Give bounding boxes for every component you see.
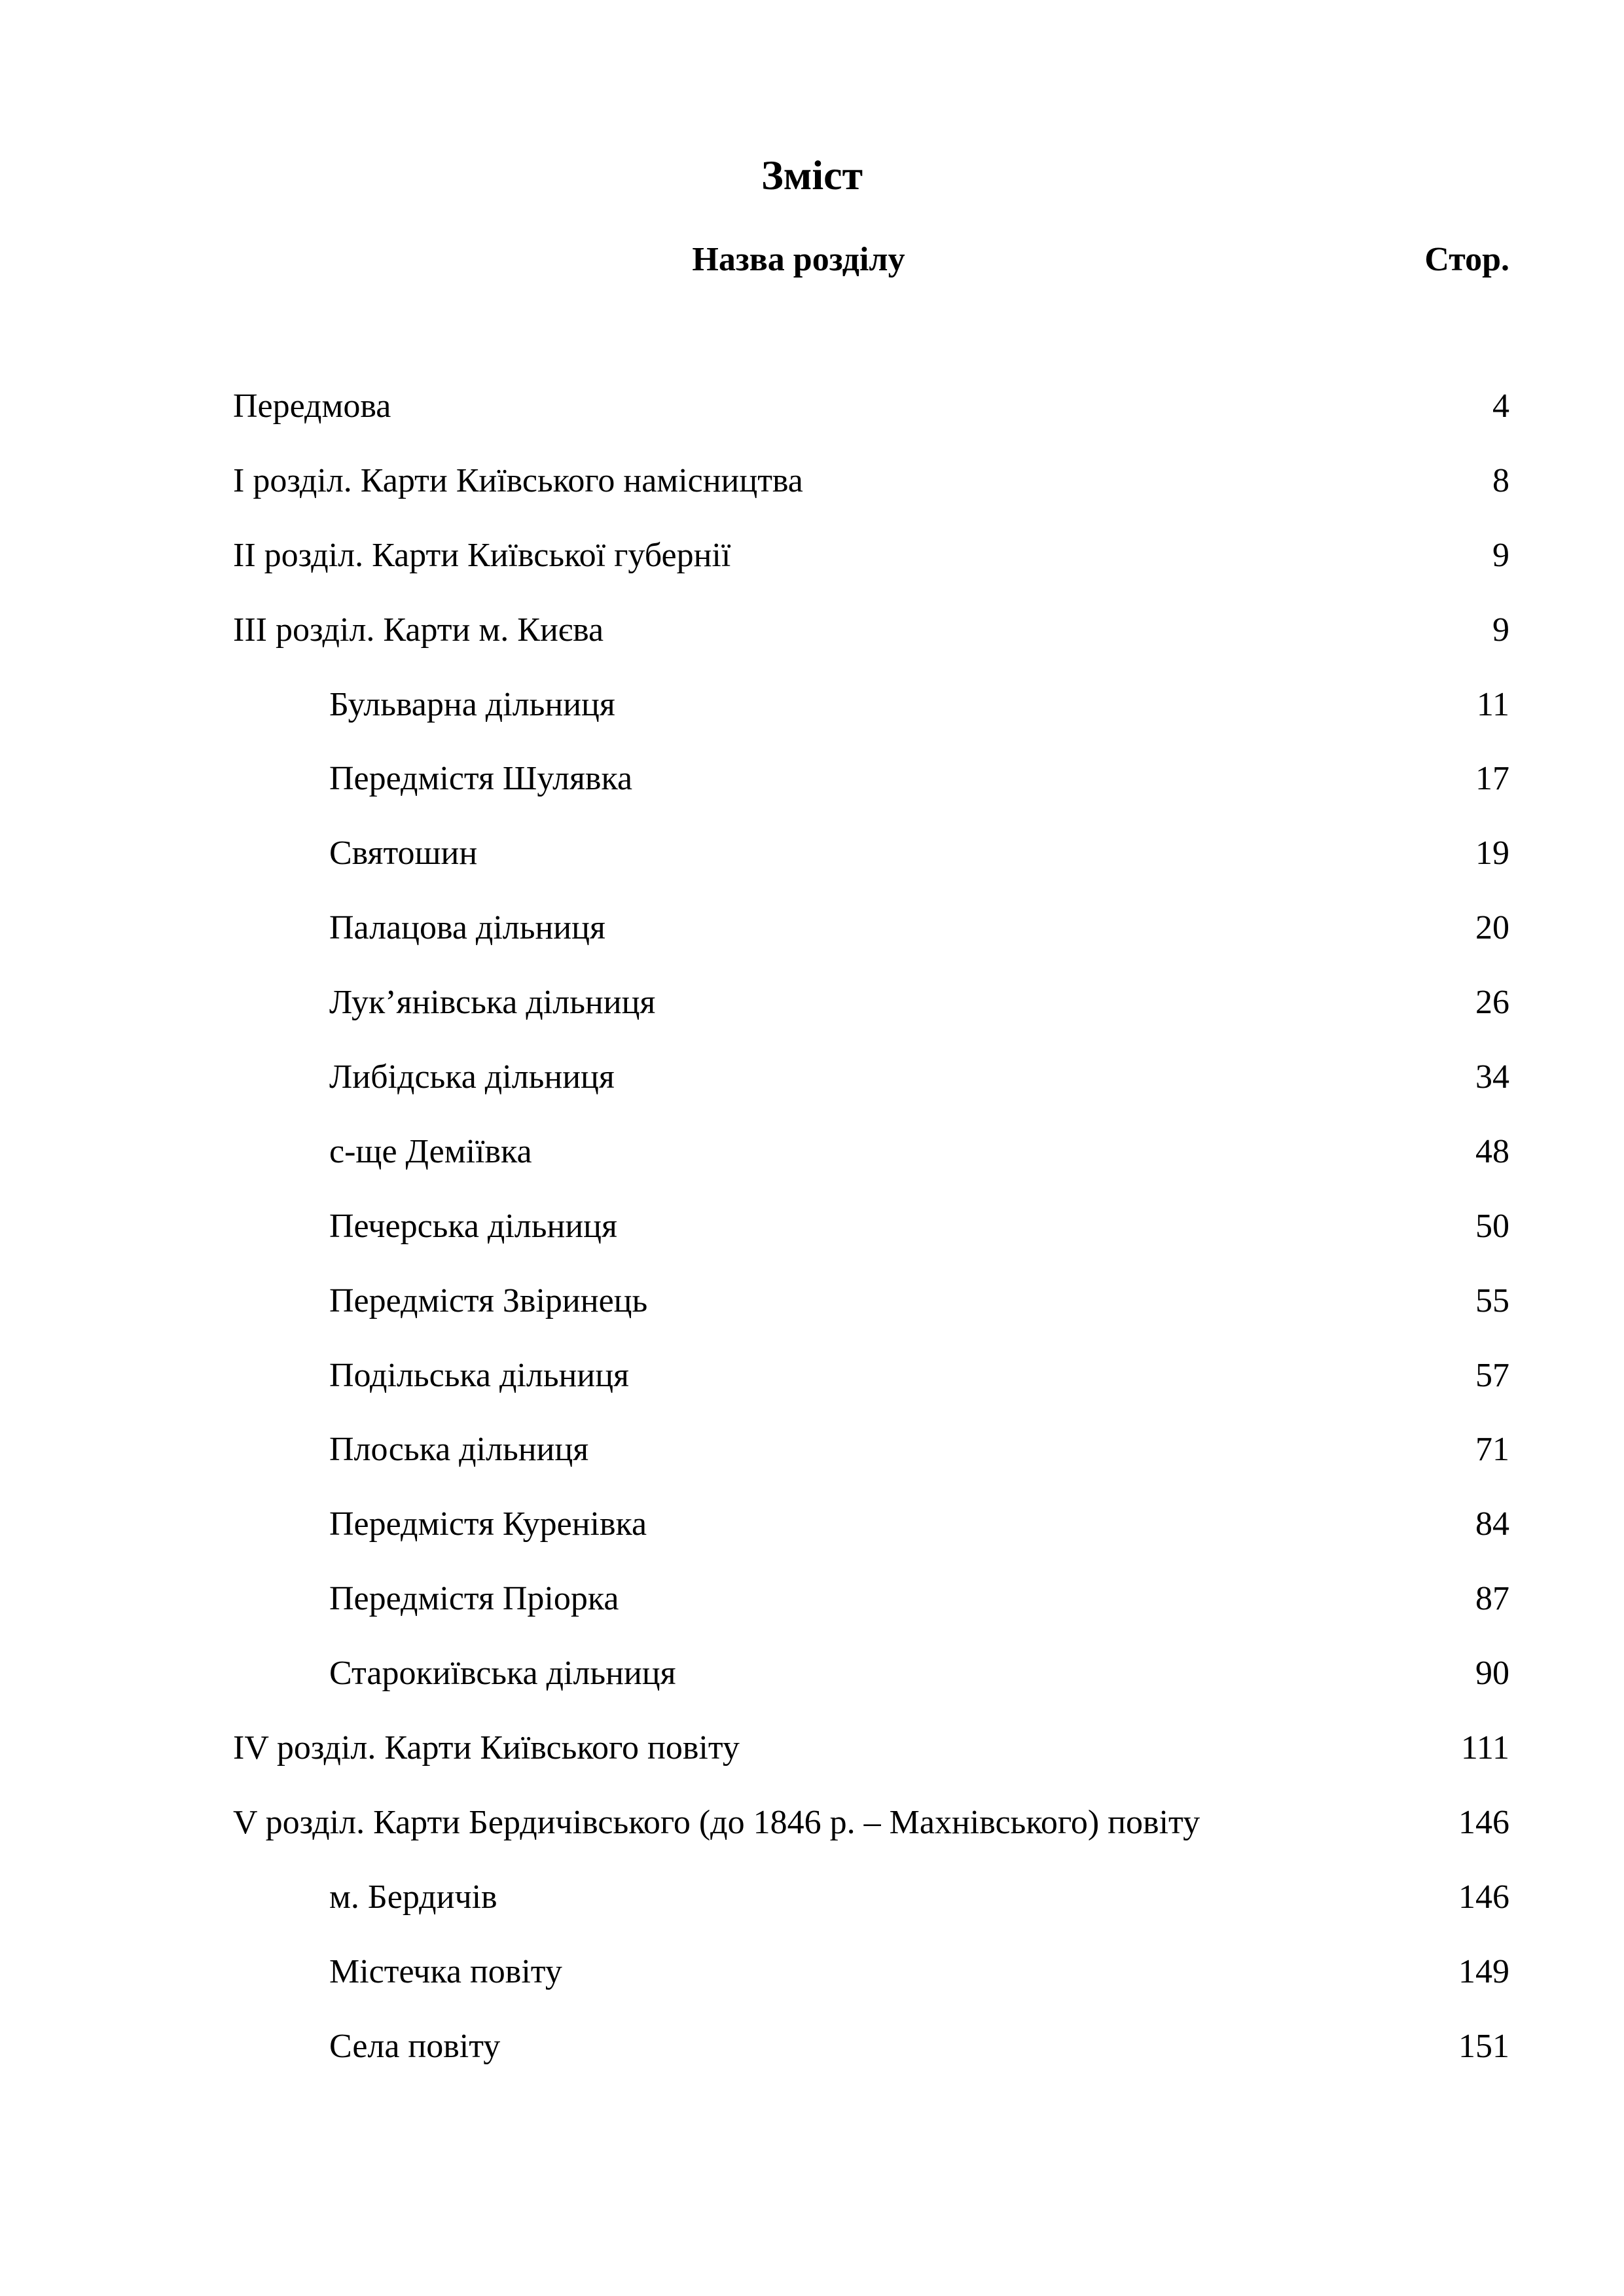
toc-entry-label: Передмістя Звіринець (329, 1282, 648, 1319)
toc-entry-page: 146 (1458, 1878, 1509, 1916)
toc-entry-label: Передмістя Куренівка (329, 1505, 647, 1543)
toc-subentry (233, 1353, 1509, 1427)
toc-subentry (233, 980, 1509, 1054)
toc-subentry (233, 1278, 1509, 1353)
toc-subentry (233, 1651, 1509, 1725)
toc-subentry (233, 1874, 1509, 1949)
toc-entry-label: ІІІ розділ. Карти м. Києва (233, 611, 604, 649)
toc-subentry (233, 1129, 1509, 1204)
toc-entry-page: 4 (1492, 387, 1509, 425)
toc-entry-label: м. Бердичів (329, 1878, 497, 1916)
toc-entry-page: 19 (1475, 834, 1509, 872)
toc-entry-page: 87 (1475, 1580, 1509, 1618)
toc-entry-page: 50 (1475, 1207, 1509, 1245)
toc-subentry (233, 2024, 1509, 2098)
table-of-contents (233, 384, 1509, 2098)
toc-entry-page: 20 (1475, 909, 1509, 947)
toc-entry-label: Святошин (329, 834, 478, 872)
toc-entry-page: 17 (1475, 760, 1509, 798)
toc-entry-page: 57 (1475, 1356, 1509, 1394)
toc-entry-page: 71 (1475, 1431, 1509, 1469)
toc-entry (233, 458, 1509, 533)
toc-entry-page: 34 (1475, 1058, 1509, 1096)
toc-subentry (233, 1576, 1509, 1651)
toc-entry-label: V розділ. Карти Бердичівського (до 1846 р. – Махнівського) повіту (233, 1803, 1200, 1841)
toc-entry-label: IV розділ. Карти Київського повіту (233, 1729, 740, 1767)
toc-entry-label: Палацова дільниця (329, 909, 605, 947)
toc-entry (233, 384, 1509, 458)
toc-entry-label: Села повіту (329, 2027, 501, 2065)
toc-entry (233, 1725, 1509, 1800)
toc-subentry (233, 831, 1509, 905)
toc-entry-label: Передмова (233, 387, 391, 425)
toc-entry-page: 9 (1492, 536, 1509, 574)
toc-subentry (233, 905, 1509, 980)
toc-entry-page: 149 (1458, 1952, 1509, 1990)
toc-entry-page: 90 (1475, 1655, 1509, 1693)
toc-entry-page: 146 (1458, 1803, 1509, 1841)
toc-entry-label: І розділ. Карти Київського намісництва (233, 461, 803, 499)
page-title: Зміст (761, 152, 863, 198)
toc-entry-page: 11 (1476, 685, 1509, 723)
toc-entry-page: 151 (1458, 2027, 1509, 2065)
toc-entry-label: Подільська дільниця (329, 1356, 629, 1394)
toc-entry-page: 48 (1475, 1132, 1509, 1170)
toc-entry-label: Лук’янівська дільниця (329, 984, 656, 1022)
toc-subentry (233, 1054, 1509, 1129)
toc-entry-label: Печерська дільниця (329, 1207, 617, 1245)
toc-entry-label: Старокиївська дільниця (329, 1655, 676, 1693)
toc-entry-label: Бульварна дільниця (329, 685, 615, 723)
toc-subentry (233, 1427, 1509, 1501)
toc-entry (233, 1800, 1509, 1874)
toc-entry-page: 84 (1475, 1505, 1509, 1543)
toc-entry-page: 9 (1492, 611, 1509, 649)
toc-subentry (233, 1501, 1509, 1576)
toc-entry-page: 111 (1460, 1729, 1509, 1767)
toc-entry-label: ІІ розділ. Карти Київської губернії (233, 536, 731, 574)
toc-entry-label: Містечка повіту (329, 1952, 562, 1990)
toc-subentry (233, 1204, 1509, 1278)
toc-entry-label: Плоська дільниця (329, 1431, 589, 1469)
toc-subentry (233, 756, 1509, 831)
toc-entry-page: 26 (1475, 984, 1509, 1022)
toc-entry-label: Либідська дільниця (329, 1058, 615, 1096)
toc-entry-label: с-ще Деміївка (329, 1132, 532, 1170)
toc-entry-label: Передмістя Пріорка (329, 1580, 619, 1618)
toc-entry-page: 8 (1492, 461, 1509, 499)
toc-subentry (233, 1949, 1509, 2024)
toc-entry-label: Передмістя Шулявка (329, 760, 633, 798)
toc-entry (233, 533, 1509, 607)
column-header-page: Стор. (1424, 241, 1509, 278)
toc-entry (233, 607, 1509, 682)
toc-entry-page: 55 (1475, 1282, 1509, 1319)
column-header-name: Назва розділу (692, 241, 905, 278)
toc-subentry (233, 682, 1509, 757)
